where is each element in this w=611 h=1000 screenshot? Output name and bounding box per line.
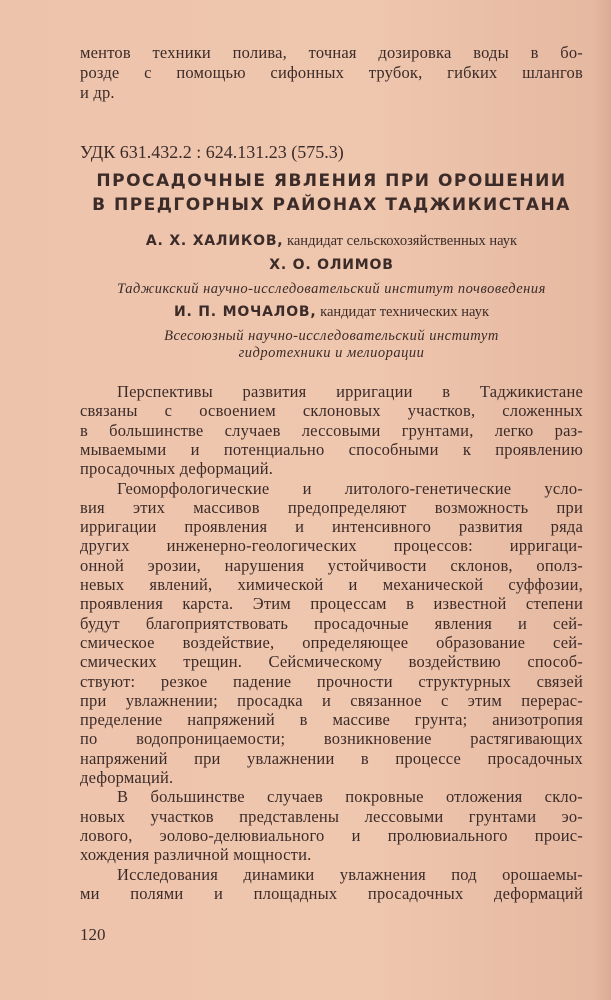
body-text-line: пределение напряжений в массиве грунта; анизотропия bbox=[80, 710, 583, 730]
body-text-line: В большинстве случаев покровные отложения скло- bbox=[117, 787, 583, 807]
author-name: Х. О. ОЛИМОВ bbox=[269, 257, 394, 273]
author-name: А. Х. ХАЛИКОВ, bbox=[145, 233, 284, 249]
body-text-line: вия этих массивов предопределяют возможность при bbox=[80, 497, 583, 517]
body-text-line: ми полями и площадных просадочных деформаций bbox=[80, 883, 583, 903]
text-line: ментов техники полива, точная дозировка воды в бо- bbox=[80, 43, 583, 62]
body-text-line: будут благоприятствовать просадочные явления и сей- bbox=[80, 613, 583, 633]
body-text-line: Исследования динамики увлажнения под орошаемы- bbox=[117, 864, 583, 884]
body-text-line: по водопроницаемости; возникновение растягивающих bbox=[80, 729, 583, 749]
text-line: и др. bbox=[80, 83, 115, 102]
author-name: И. П. МОЧАЛОВ, bbox=[173, 304, 317, 320]
body-text-line: ирригации проявления и интенсивного развития ряда bbox=[80, 517, 583, 537]
body-text-line: напряжений при увлажнении в процессе просадочных bbox=[80, 748, 583, 768]
body-text-line: в большинстве случаев лессовыми грунтами, легко раз- bbox=[80, 420, 583, 440]
body-text-line: невых явлений, химической и механической суффозии, bbox=[80, 575, 583, 594]
author-2 bbox=[80, 257, 583, 274]
author-1 bbox=[80, 233, 583, 250]
body-text-line: проявления карста. Этим процессам в известной степени bbox=[80, 594, 583, 614]
author-degree: кандидат сельскохозяйственных наук bbox=[287, 233, 518, 249]
udk-code: УДК 631.432.2 : 624.131.23 (575.3) bbox=[80, 142, 344, 162]
body-text-line: онной эрозии, нарушения устойчивости склонов, ополз- bbox=[80, 555, 583, 575]
body-text-line: просадочных деформаций. bbox=[80, 459, 274, 479]
body-text-line: новых участков представлены лессовыми грунтами эо- bbox=[80, 806, 583, 826]
author-3 bbox=[80, 304, 583, 321]
body-text-line: Геоморфологические и литолого-генетические усло- bbox=[117, 478, 583, 498]
page-number: 120 bbox=[80, 925, 106, 944]
author-degree: кандидат технических наук bbox=[320, 304, 490, 320]
body-text-line: мываемыми и потенциально способными к проявлению bbox=[80, 439, 583, 459]
body-text-line: ствуют: резкое падение прочности структурных связей bbox=[80, 671, 583, 691]
body-text-line: смических трещин. Сейсмическому воздействию способ- bbox=[80, 652, 583, 672]
body-text-line: при увлажнении; просадка и связанное с этим перерас- bbox=[80, 690, 583, 710]
body-text-line: деформаций. bbox=[80, 768, 174, 787]
institution-2-line-2: гидротехники и мелиорации bbox=[238, 345, 425, 361]
body-text-line: других инженерно-геологических процессов: ирригаци- bbox=[80, 536, 583, 556]
body-text-line: Перспективы развития ирригации в Таджикистане bbox=[117, 382, 583, 401]
text-line: розде с помощью сифонных трубок, гибких шлангов bbox=[80, 63, 583, 82]
article-title-line-1: ПРОСАДОЧНЫЕ ЯВЛЕНИЯ ПРИ ОРОШЕНИИ bbox=[96, 171, 567, 191]
body-text-line: связаны с освоением склоновых участков, сложенных bbox=[80, 401, 583, 421]
institution-2-line-1: Всесоюзный научно-исследовательский институт bbox=[164, 328, 499, 344]
body-text-line: смическое воздействие, определяющее образование сей- bbox=[80, 632, 583, 652]
body-text-line: лового, эолово-делювиального и пролювиального проис- bbox=[80, 825, 583, 845]
body-text-line: хождения различной мощности. bbox=[80, 845, 312, 865]
article-title-line-2: В ПРЕДГОРНЫХ РАЙОНАХ ТАДЖИКИСТАНА bbox=[92, 195, 571, 215]
institution-1: Таджикский научно-исследовательский институт почвоведения bbox=[117, 281, 546, 297]
